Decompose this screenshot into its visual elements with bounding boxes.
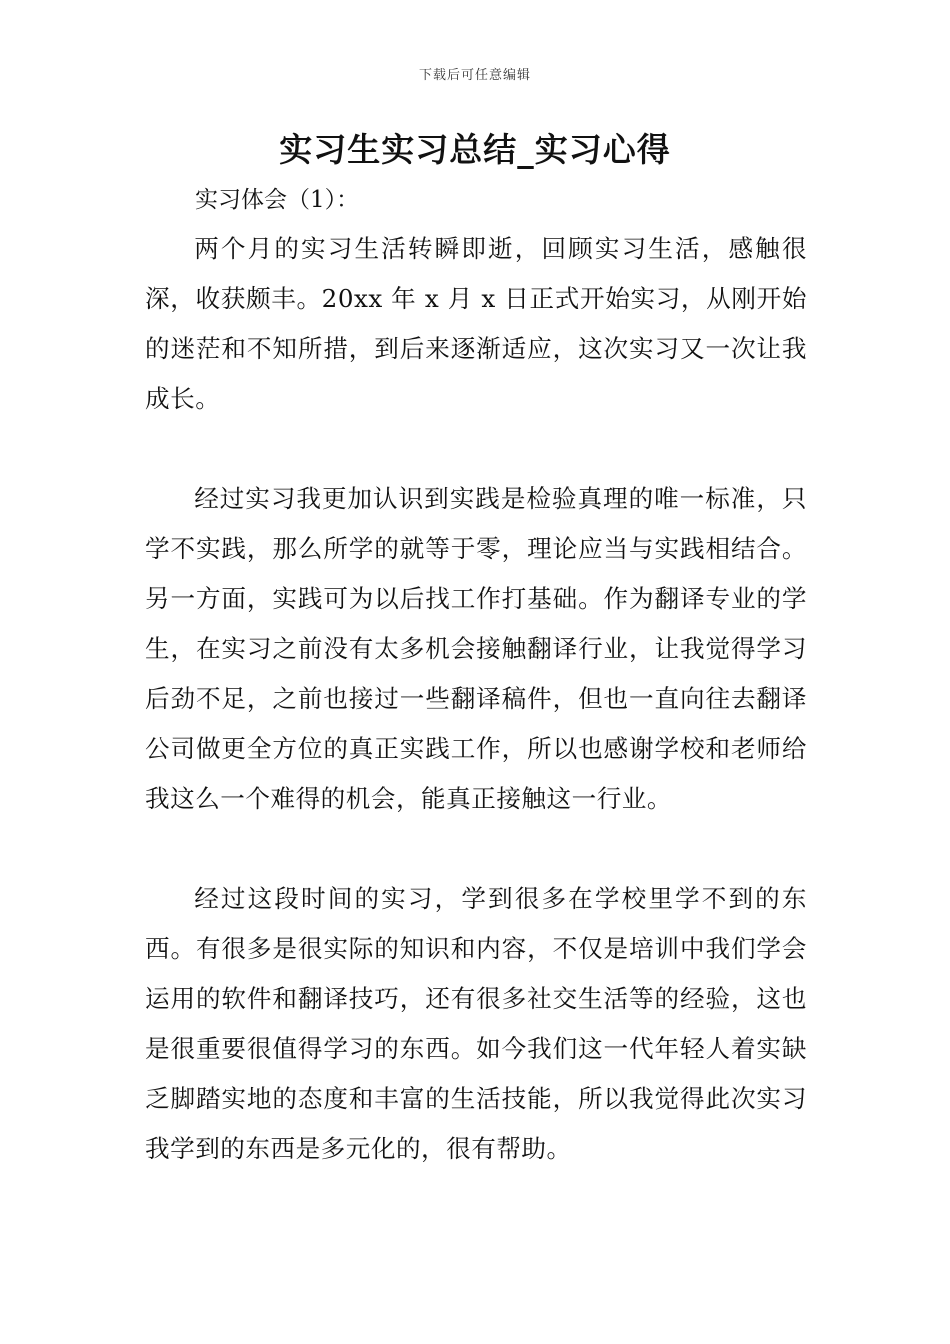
document-title: 实习生实习总结_实习心得 [279, 130, 671, 169]
section-heading: 实习体会（1）： [195, 187, 360, 213]
page-header-note: 下载后可任意编辑 [418, 68, 531, 83]
paragraph-1: 两个月的实习生活转瞬即逝，回顾实习生活，感触很深，收获颇丰。20xx 年 x 月 x 日正式开始实习，从刚开始的迷茫和不知所措，到后来逐渐适应，这次实习又一次让我成长。 [145, 234, 807, 413]
paragraph-3: 经过这段时间的实习，学到很多在学校里学不到的东西。有很多是很实际的知识和内容，不仅是培训中我们学会运用的软件和翻译技巧，还有很多社交生活等的经验，这也是很重要很值得学习的东西。如今我们这一代年轻人着实缺乏脚踏实地的态度和丰富的生活技能，所以我觉得此次实习我学到的东西是多元化的，很有帮助。 [145, 884, 807, 1163]
document-body [145, 176, 807, 1174]
paragraph-2: 经过实习我更加认识到实践是检验真理的唯一标准，只学不实践，那么所学的就等于零，理论应当与实践相结合。另一方面，实践可为以后找工作打基础。作为翻译专业的学生，在实习之前没有太多机会接触翻译行业，让我觉得学习后劲不足，之前也接过一些翻译稿件，但也一直向往去翻译公司做更全方位的真正实践工作，所以也感谢学校和老师给我这么一个难得的机会，能真正接触这一行业。 [145, 484, 807, 813]
